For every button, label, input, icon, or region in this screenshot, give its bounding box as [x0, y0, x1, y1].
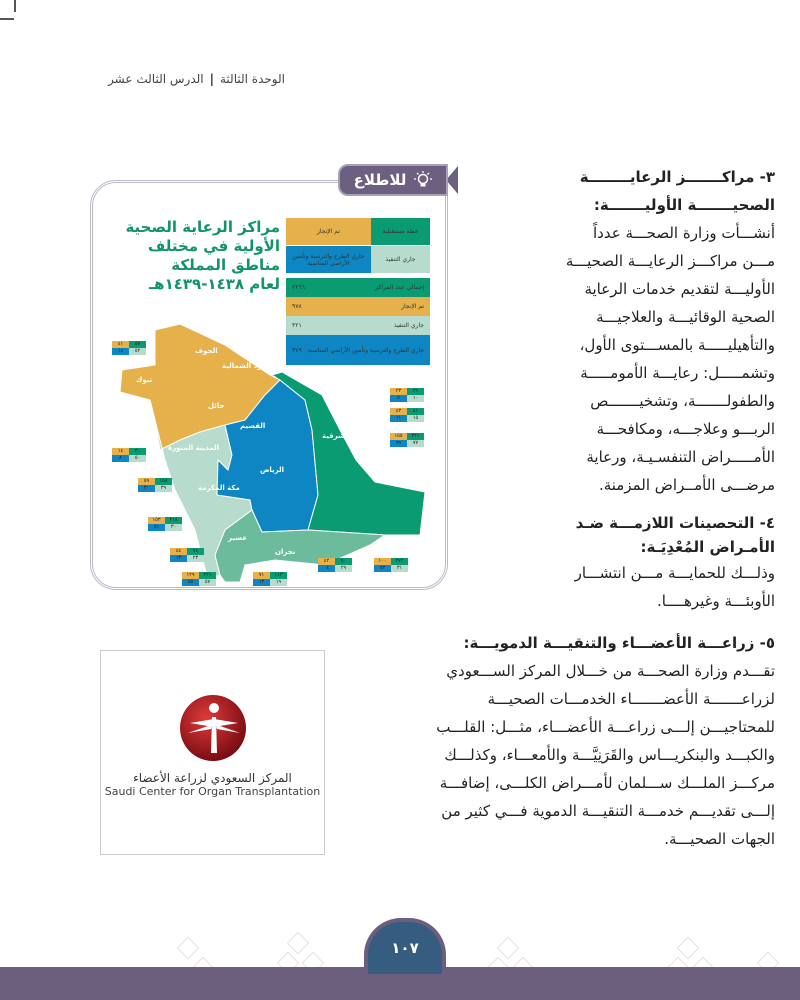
- section-5-line: للمحتاجيـــن إلـــى زراعـــة الأعضـــاء، مثـــل: القلـــب: [436, 718, 775, 736]
- unit-label: الوحدة الثالثة: [220, 72, 285, 86]
- section-4-title: ٤- التحصينات اللازمـــة ضـد: [575, 514, 775, 532]
- section-3-line: الأمـــــراض التنفسـيـة، ورعاية: [586, 448, 775, 466]
- region-count-box: [182, 572, 216, 586]
- region-count-value: ٥: [390, 395, 407, 402]
- logo-english-text: Saudi Center for Organ Transplantation: [104, 785, 321, 798]
- region-label: المنطقة الشرقية: [322, 432, 382, 440]
- logo-arabic-text: المركز السعودي لزراعة الأعضاء: [133, 771, 292, 785]
- region-count-value: ٨: [112, 455, 129, 462]
- region-count-value: ٥٢: [129, 348, 146, 355]
- section-3-line: الصحية الوقائيـــة والعلاجيـــة: [596, 308, 775, 326]
- main-text-column: [325, 163, 775, 853]
- stats-label: إجمالي عدد المراكز: [375, 284, 424, 291]
- region-count-value: ١٥٥: [390, 433, 407, 440]
- section-3-title: الصحيـــــــة الأوليـــــــة:: [593, 196, 775, 214]
- section-4-line: وذلـــك للحمايـــة مـــن انتشـــار: [574, 564, 775, 582]
- region-count-value: ٥٠: [129, 455, 146, 462]
- region-count-value: ١٠٠: [374, 558, 391, 565]
- diamond-decoration: [497, 937, 520, 960]
- region-count-value: ١٤: [112, 448, 129, 455]
- section-3-line: مـــن مراكـــز الرعايـــة الصحيـــة: [565, 252, 775, 270]
- section-3-line: وتشمـــــل: رعايـــة الأمومـــــة: [580, 364, 775, 382]
- region-label: عسير: [228, 534, 248, 542]
- map-title: [110, 218, 280, 294]
- section-4-title: الأمـراض المُعْدِيَـة:: [640, 538, 775, 556]
- stats-label: تم الإنجاز: [401, 303, 424, 310]
- region-count-value: ٢٢١: [199, 572, 216, 579]
- region-label: مكة المكرمة: [198, 484, 240, 492]
- region-count-value: ٧٤: [187, 548, 204, 555]
- region-label: تبوك: [136, 376, 153, 384]
- region-count-value: ٢٧٢: [391, 558, 408, 565]
- region-count-box: [253, 572, 287, 586]
- page-number: ١٠٧: [364, 918, 446, 974]
- region-count-value: ١٠: [407, 395, 424, 402]
- region-count-box: [138, 478, 172, 492]
- region-count-value: ١٩: [270, 579, 287, 586]
- region-count-box: [112, 448, 146, 462]
- region-count-box: [148, 517, 182, 531]
- region-count-value: ١٤: [112, 348, 129, 355]
- region-count-value: ٣٩: [407, 388, 424, 395]
- diamond-decoration: [677, 937, 700, 960]
- region-count-value: ١٥: [407, 415, 424, 422]
- section-3-title: ٣- مراكـــــــز الرعايــــــــة: [579, 168, 775, 186]
- region-count-value: ٣٠: [138, 485, 155, 492]
- stats-value: ٢٢٦٦: [292, 284, 305, 291]
- region-label: الحدود الشمالية: [222, 362, 276, 370]
- region-count-value: ٥٣: [374, 565, 391, 572]
- region-count-value: ١٥٣: [148, 517, 165, 524]
- region-count-value: ٣٠: [165, 524, 182, 531]
- region-count-value: ٥٥: [182, 579, 199, 586]
- region-count-value: ٥٠: [335, 558, 352, 565]
- info-tab-label: للاطلاع: [353, 171, 407, 189]
- region-count-value: ٥١: [148, 524, 165, 531]
- section-3-line: والتأهيليـــــة بالمســـتوى الأول،: [579, 336, 775, 354]
- lesson-label: الدرس الثالث عشر: [108, 72, 204, 86]
- region-count-value: ٤١: [112, 341, 129, 348]
- section-5: [325, 629, 775, 853]
- region-count-value: ٢٣: [187, 555, 204, 562]
- legend-tendering: جاري الطرح والترسية وتأمين الأراضي المناسبة: [286, 246, 371, 273]
- section-3-line: مرضـــى الأمــراض المزمنة.: [598, 476, 775, 494]
- region-label: الرياض: [260, 466, 285, 474]
- section-5-line: تقـــدم وزارة الصحـــة من خـــلال المركز الســـعودي: [446, 662, 775, 680]
- crop-mark: [0, 18, 14, 20]
- region-count-value: ١٢٩: [182, 572, 199, 579]
- region-count-value: ٥٩: [138, 478, 155, 485]
- region-label: نجران: [275, 548, 296, 556]
- map-title-line: مناطق المملكة: [171, 256, 280, 274]
- region-count-value: ٢٩: [335, 565, 352, 572]
- region-count-value: ٢٣: [390, 388, 407, 395]
- section-3-line: الربـــو وعلاجـــه، ومكافحـــة: [596, 420, 775, 438]
- region-count-value: ٥٧: [199, 579, 216, 586]
- section-4-line: الأوبئـــة وغيرهــــا.: [657, 592, 775, 610]
- region-count-value: ٤٤: [170, 548, 187, 555]
- region-count-value: ٨١: [407, 408, 424, 415]
- legend-completed: تم الإنجاز: [286, 218, 371, 245]
- section-3-line: أنشـــأت وزارة الصحـــة عدداً: [593, 224, 775, 242]
- section-4: [457, 511, 775, 615]
- stats-value: ٣٢١: [292, 322, 302, 329]
- map-title-line: مراكز الرعاية الصحية: [125, 218, 280, 236]
- stats-label: جاري التنفيذ: [393, 322, 424, 329]
- region-count-value: ٤٢: [318, 558, 335, 565]
- crop-mark: [14, 0, 16, 12]
- map-title-line: لعام ١٤٣٨-١٤٣٩هـ: [149, 275, 280, 293]
- region-count-value: ١٥٨: [155, 478, 172, 485]
- organ-transplant-logo-box: [100, 650, 325, 855]
- section-5-line: والكبـــد والبنكريـــاس والقَرَنِيَّـــة والأمعـــاء، وكذلـــك: [444, 746, 775, 764]
- region-count-value: ٧٧: [407, 440, 424, 447]
- region-count-value: ٣٠: [129, 448, 146, 455]
- section-3-line: والطفولـــــــة، وتشخيـــــــص: [590, 392, 775, 410]
- diamond-decoration: [287, 932, 310, 955]
- stats-value: ٩٧٨: [292, 303, 302, 310]
- legend-in-progress: جاري التنفيذ: [371, 246, 430, 273]
- region-count-value: ١١: [390, 415, 407, 422]
- region-label: الجوف: [195, 347, 218, 355]
- region-count-value: ٣١: [391, 565, 408, 572]
- region-count-value: ٢١٨: [165, 517, 182, 524]
- region-count-box: [112, 341, 146, 355]
- section-5-line: الجهات الصحيـــة.: [664, 830, 775, 848]
- region-label: المدينة المنورة: [168, 444, 220, 452]
- region-count-value: ٤٣: [390, 408, 407, 415]
- legend-future-plan: خطة مستقبلية: [371, 218, 430, 245]
- region-count-value: ١٣: [253, 579, 270, 586]
- section-5-line: إلـــى تقديـــم خدمـــة التنقيـــة الدموية فـــي كثير من: [441, 802, 775, 820]
- section-5-line: مركـــز الملـــك ســـلمان لأمـــراض الكلـــى، إضافـــة: [439, 774, 775, 792]
- region-count-value: ٣٩: [155, 485, 172, 492]
- section-3: [457, 163, 775, 499]
- region-count-value: ٢٢١: [407, 433, 424, 440]
- region-count-value: ٥٧: [129, 341, 146, 348]
- section-3-line: الأوليـــة لتقديم خدمات الرعاية: [584, 280, 775, 298]
- running-header: [108, 72, 285, 86]
- section-5-line: لزراعـــــــة الأعضـــــــاء الخدمـــات الصحيـــة: [487, 690, 775, 708]
- region-count-value: ٩٩: [390, 440, 407, 447]
- stats-label: جاري الطرح والترسية وتأمين الأراضي المناسبة: [307, 346, 424, 354]
- region-count-value: ١١٣: [270, 572, 287, 579]
- map-title-line: الأولية في مختلف: [147, 237, 280, 255]
- region-count-box: [170, 548, 204, 562]
- region-count-value: ٧١: [253, 572, 270, 579]
- diamond-decoration: [177, 937, 200, 960]
- region-count-value: ١٣: [170, 555, 187, 562]
- region-label: حائل: [208, 402, 225, 410]
- section-5-title: ٥- زراعـــة الأعضـــاء والتنقيـــة الدمويـــة:: [463, 634, 775, 652]
- region-count-value: ٠٤: [318, 565, 335, 572]
- header-separator: |: [209, 72, 214, 86]
- sc-organ-transplant-logo-icon: [178, 693, 248, 763]
- stats-value: ٣٧٩: [292, 346, 302, 354]
- region-label: القصيم: [240, 422, 266, 430]
